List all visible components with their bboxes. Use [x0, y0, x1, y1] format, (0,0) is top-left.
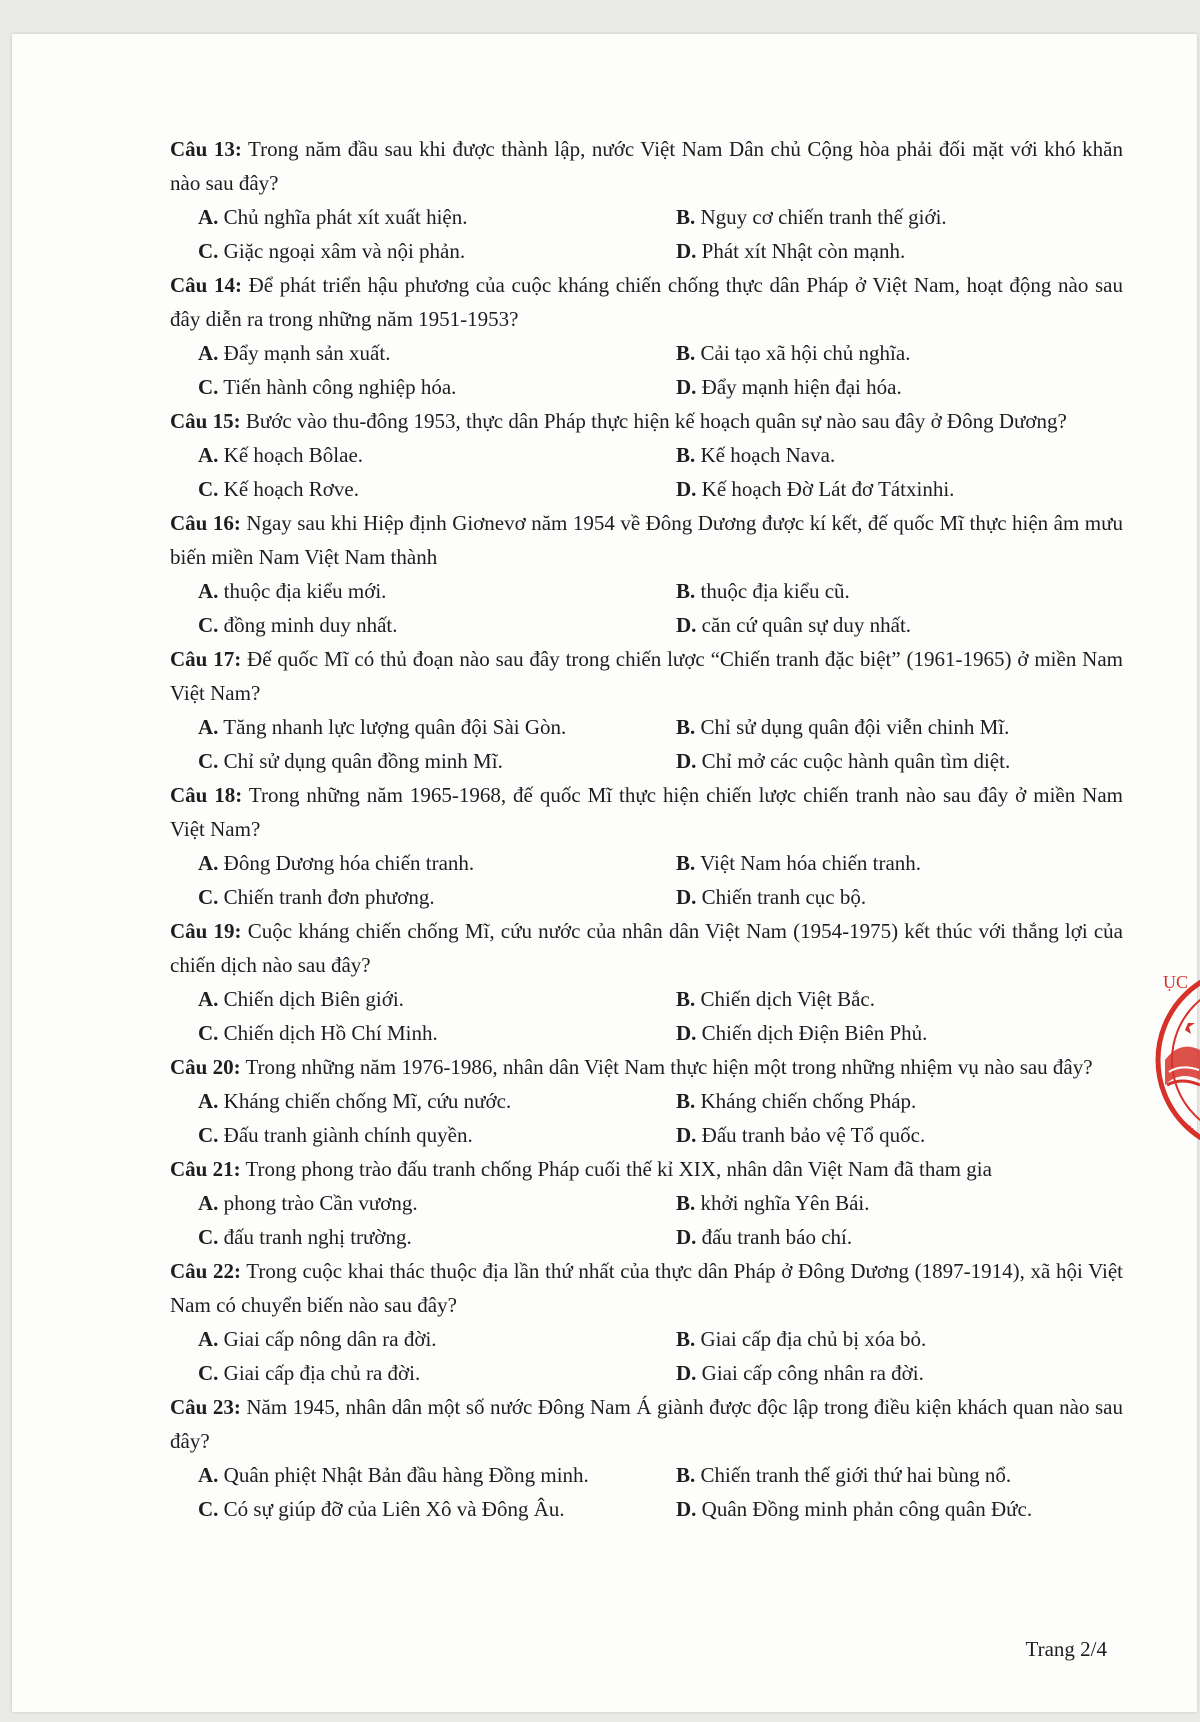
option-letter: B. — [676, 579, 696, 603]
option-text: Chiến dịch Biên giới. — [223, 987, 404, 1011]
option-text: đồng minh duy nhất. — [223, 613, 398, 637]
answer-option-c — [198, 1356, 676, 1390]
answer-option-c — [198, 1016, 676, 1050]
option-text: Kế hoạch Nava. — [700, 443, 836, 467]
option-text: Việt Nam hóa chiến tranh. — [700, 851, 922, 875]
question-text: Trong năm đầu sau khi được thành lập, nước Việt Nam Dân chủ Cộng hòa phải đối mặt với khó khăn nào sau đây? — [170, 137, 1123, 195]
question-stem — [170, 642, 1123, 710]
question-19 — [170, 914, 1123, 1050]
question-stem — [170, 1152, 1123, 1186]
option-text: đấu tranh báo chí. — [701, 1225, 853, 1249]
answer-option-a — [198, 982, 676, 1016]
question-text: Đế quốc Mĩ có thủ đoạn nào sau đây trong chiến lược “Chiến tranh đặc biệt” (1961-1965) ở miền Nam Việt Nam? — [170, 647, 1123, 705]
option-letter: D. — [676, 885, 697, 909]
option-letter: A. — [198, 1191, 219, 1215]
answer-option-d — [676, 1492, 1151, 1526]
seal-text: ỤC — [1163, 972, 1189, 992]
question-text: Ngay sau khi Hiệp định Giơnevơ năm 1954 về Đông Dương được kí kết, đế quốc Mĩ thực hiện âm mưu biến miền Nam Việt Nam thành — [170, 511, 1123, 569]
option-text: Chiến tranh thế giới thứ hai bùng nổ. — [700, 1463, 1012, 1487]
option-text: Đấu tranh bảo vệ Tổ quốc. — [701, 1123, 926, 1147]
question-stem — [170, 404, 1123, 438]
option-letter: B. — [676, 443, 696, 467]
option-letter: D. — [676, 375, 697, 399]
option-text: Quân Đồng minh phản công quân Đức. — [701, 1497, 1033, 1521]
question-stem — [170, 1254, 1123, 1322]
question-stem — [170, 1390, 1123, 1458]
question-number: Câu 15: — [170, 409, 241, 433]
option-text: Kháng chiến chống Mĩ, cứu nước. — [223, 1089, 512, 1113]
seal-icon — [1155, 960, 1200, 1160]
option-letter: C. — [198, 1361, 219, 1385]
answer-option-b — [676, 336, 1151, 370]
question-number: Câu 22: — [170, 1259, 241, 1283]
option-text: Chiến dịch Việt Bắc. — [700, 987, 875, 1011]
question-23 — [170, 1390, 1123, 1526]
answer-options — [170, 200, 1123, 268]
answer-option-b — [676, 710, 1151, 744]
answer-option-c — [198, 608, 676, 642]
question-21 — [170, 1152, 1123, 1254]
answer-option-a — [198, 846, 676, 880]
question-13 — [170, 132, 1123, 268]
option-text: Chỉ mở các cuộc hành quân tìm diệt. — [701, 749, 1011, 773]
answer-option-a — [198, 1458, 676, 1492]
option-letter: B. — [676, 341, 696, 365]
option-text: thuộc địa kiểu mới. — [223, 579, 387, 603]
question-number: Câu 14: — [170, 273, 242, 297]
question-stem — [170, 1050, 1123, 1084]
question-17 — [170, 642, 1123, 778]
question-14 — [170, 268, 1123, 404]
question-number: Câu 17: — [170, 647, 242, 671]
option-letter: B. — [676, 1463, 696, 1487]
question-number: Câu 19: — [170, 919, 242, 943]
answer-options — [170, 846, 1123, 914]
question-stem — [170, 506, 1123, 574]
option-text: Giai cấp địa chủ ra đời. — [223, 1361, 421, 1385]
option-text: Nguy cơ chiến tranh thế giới. — [700, 205, 947, 229]
option-letter: A. — [198, 1089, 219, 1113]
answer-options — [170, 1322, 1123, 1390]
option-letter: A. — [198, 987, 219, 1011]
option-letter: C. — [198, 749, 219, 773]
question-text: Trong những năm 1976-1986, nhân dân Việt Nam thực hiện một trong những nhiệm vụ nào sau đây? — [245, 1055, 1093, 1079]
answer-option-d — [676, 1356, 1151, 1390]
option-text: đấu tranh nghị trường. — [223, 1225, 412, 1249]
question-text: Trong những năm 1965-1968, đế quốc Mĩ thực hiện chiến lược chiến tranh nào sau đây ở miền Nam Việt Nam? — [170, 783, 1123, 841]
option-text: Kế hoạch Bôlae. — [223, 443, 364, 467]
answer-option-a — [198, 574, 676, 608]
option-letter: D. — [676, 1361, 697, 1385]
option-text: Chiến tranh đơn phương. — [223, 885, 435, 909]
answer-option-c — [198, 1118, 676, 1152]
option-text: Đông Dương hóa chiến tranh. — [223, 851, 475, 875]
option-letter: C. — [198, 1021, 219, 1045]
option-letter: C. — [198, 1123, 219, 1147]
question-16 — [170, 506, 1123, 642]
option-text: Giai cấp công nhân ra đời. — [701, 1361, 924, 1385]
option-letter: D. — [676, 477, 697, 501]
option-text: Tiến hành công nghiệp hóa. — [223, 375, 457, 399]
option-text: Chỉ sử dụng quân đội viễn chinh Mĩ. — [700, 715, 1010, 739]
option-text: Kế hoạch Rơve. — [223, 477, 359, 501]
question-stem — [170, 268, 1123, 336]
option-text: Kế hoạch Đờ Lát đơ Tátxinhi. — [701, 477, 955, 501]
answer-option-c — [198, 234, 676, 268]
answer-option-b — [676, 574, 1151, 608]
option-letter: D. — [676, 1225, 697, 1249]
question-stem — [170, 132, 1123, 200]
question-15 — [170, 404, 1123, 506]
answer-option-d — [676, 1118, 1151, 1152]
answer-option-d — [676, 744, 1151, 778]
question-18 — [170, 778, 1123, 914]
option-letter: A. — [198, 715, 219, 739]
answer-option-a — [198, 336, 676, 370]
question-stem — [170, 778, 1123, 846]
answer-option-d — [676, 1016, 1151, 1050]
option-text: Tăng nhanh lực lượng quân đội Sài Gòn. — [223, 715, 567, 739]
option-letter: C. — [198, 613, 219, 637]
question-text: Trong cuộc khai thác thuộc địa lần thứ nhất của thực dân Pháp ở Đông Dương (1897-1914), xã hội Việt Nam có chuyển biến nào sau đây? — [170, 1259, 1123, 1317]
option-letter: A. — [198, 579, 219, 603]
option-letter: C. — [198, 1225, 219, 1249]
option-text: thuộc địa kiểu cũ. — [700, 579, 850, 603]
option-letter: B. — [676, 851, 696, 875]
question-number: Câu 18: — [170, 783, 243, 807]
answer-option-d — [676, 608, 1151, 642]
option-letter: C. — [198, 239, 219, 263]
question-number: Câu 21: — [170, 1157, 241, 1181]
option-letter: D. — [676, 1021, 697, 1045]
question-number: Câu 20: — [170, 1055, 241, 1079]
option-letter: C. — [198, 375, 219, 399]
answer-options — [170, 336, 1123, 404]
option-letter: B. — [676, 715, 696, 739]
option-text: Chủ nghĩa phát xít xuất hiện. — [223, 205, 468, 229]
answer-option-a — [198, 1186, 676, 1220]
option-letter: C. — [198, 477, 219, 501]
answer-option-c — [198, 744, 676, 778]
answer-option-d — [676, 880, 1151, 914]
option-letter: B. — [676, 1089, 696, 1113]
option-text: Chỉ sử dụng quân đồng minh Mĩ. — [223, 749, 503, 773]
exam-page — [12, 34, 1197, 1712]
answer-options — [170, 1186, 1123, 1254]
question-text: Bước vào thu-đông 1953, thực dân Pháp thực hiện kế hoạch quân sự nào sau đây ở Đông Dương? — [245, 409, 1067, 433]
answer-options — [170, 1458, 1123, 1526]
option-letter: A. — [198, 1327, 219, 1351]
answer-options — [170, 1084, 1123, 1152]
question-20 — [170, 1050, 1123, 1152]
answer-option-b — [676, 200, 1151, 234]
answer-options — [170, 574, 1123, 642]
option-text: Phát xít Nhật còn mạnh. — [701, 239, 906, 263]
option-text: Chiến tranh cục bộ. — [701, 885, 867, 909]
answer-option-b — [676, 1322, 1151, 1356]
question-22 — [170, 1254, 1123, 1390]
option-text: Có sự giúp đỡ của Liên Xô và Đông Âu. — [223, 1497, 565, 1521]
option-text: căn cứ quân sự duy nhất. — [701, 613, 912, 637]
answer-option-c — [198, 370, 676, 404]
answer-option-b — [676, 1186, 1151, 1220]
option-letter: B. — [676, 1327, 696, 1351]
answer-options — [170, 438, 1123, 506]
option-text: Chiến dịch Hồ Chí Minh. — [223, 1021, 438, 1045]
red-seal-stamp — [1155, 960, 1200, 1160]
question-text: Năm 1945, nhân dân một số nước Đông Nam Á giành được độc lập trong điều kiện khách quan nào sau đây? — [170, 1395, 1123, 1453]
option-text: Đẩy mạnh sản xuất. — [223, 341, 391, 365]
option-letter: B. — [676, 987, 696, 1011]
answer-option-c — [198, 472, 676, 506]
option-text: Cải tạo xã hội chủ nghĩa. — [700, 341, 911, 365]
answer-option-d — [676, 472, 1151, 506]
option-letter: C. — [198, 1497, 219, 1521]
answer-options — [170, 710, 1123, 778]
option-text: Chiến dịch Điện Biên Phủ. — [701, 1021, 928, 1045]
question-text: Cuộc kháng chiến chống Mĩ, cứu nước của nhân dân Việt Nam (1954-1975) kết thúc với thắng lợi của chiến dịch nào sau đây? — [170, 919, 1123, 977]
answer-option-c — [198, 1492, 676, 1526]
answer-option-a — [198, 710, 676, 744]
answer-option-a — [198, 438, 676, 472]
question-number: Câu 16: — [170, 511, 241, 535]
question-text: Để phát triển hậu phương của cuộc kháng chiến chống thực dân Pháp ở Việt Nam, hoạt động nào sau đây diễn ra trong những năm 1951-1953? — [170, 273, 1124, 331]
answer-option-a — [198, 200, 676, 234]
question-list — [170, 132, 1123, 1526]
answer-option-a — [198, 1322, 676, 1356]
option-text: Giai cấp địa chủ bị xóa bỏ. — [700, 1327, 927, 1351]
option-text: Quân phiệt Nhật Bản đầu hàng Đồng minh. — [223, 1463, 589, 1487]
option-letter: B. — [676, 1191, 696, 1215]
option-text: Đẩy mạnh hiện đại hóa. — [701, 375, 902, 399]
option-text: Giai cấp nông dân ra đời. — [223, 1327, 437, 1351]
option-letter: D. — [676, 1123, 697, 1147]
answer-option-b — [676, 1084, 1151, 1118]
answer-option-d — [676, 370, 1151, 404]
answer-options — [170, 982, 1123, 1050]
option-letter: A. — [198, 205, 219, 229]
option-letter: A. — [198, 443, 219, 467]
question-stem — [170, 914, 1123, 982]
option-letter: D. — [676, 613, 697, 637]
question-number: Câu 23: — [170, 1395, 241, 1419]
option-text: Kháng chiến chống Pháp. — [700, 1089, 917, 1113]
answer-option-c — [198, 880, 676, 914]
option-text: khởi nghĩa Yên Bái. — [700, 1191, 870, 1215]
answer-option-b — [676, 982, 1151, 1016]
answer-option-c — [198, 1220, 676, 1254]
answer-option-a — [198, 1084, 676, 1118]
option-letter: A. — [198, 851, 219, 875]
page-number: Trang 2/4 — [1025, 1637, 1107, 1661]
option-letter: D. — [676, 239, 697, 263]
question-text: Trong phong trào đấu tranh chống Pháp cuối thế kỉ XIX, nhân dân Việt Nam đã tham gia — [245, 1157, 992, 1181]
option-text: Đấu tranh giành chính quyền. — [223, 1123, 473, 1147]
option-text: Giặc ngoại xâm và nội phản. — [223, 239, 466, 263]
answer-option-b — [676, 438, 1151, 472]
option-letter: C. — [198, 885, 219, 909]
option-text: phong trào Cần vương. — [223, 1191, 418, 1215]
answer-option-d — [676, 234, 1151, 268]
question-number: Câu 13: — [170, 137, 242, 161]
answer-option-b — [676, 1458, 1151, 1492]
answer-option-d — [676, 1220, 1151, 1254]
answer-option-b — [676, 846, 1151, 880]
option-letter: D. — [676, 1497, 697, 1521]
option-letter: A. — [198, 1463, 219, 1487]
option-letter: A. — [198, 341, 219, 365]
option-letter: B. — [676, 205, 696, 229]
option-letter: D. — [676, 749, 697, 773]
